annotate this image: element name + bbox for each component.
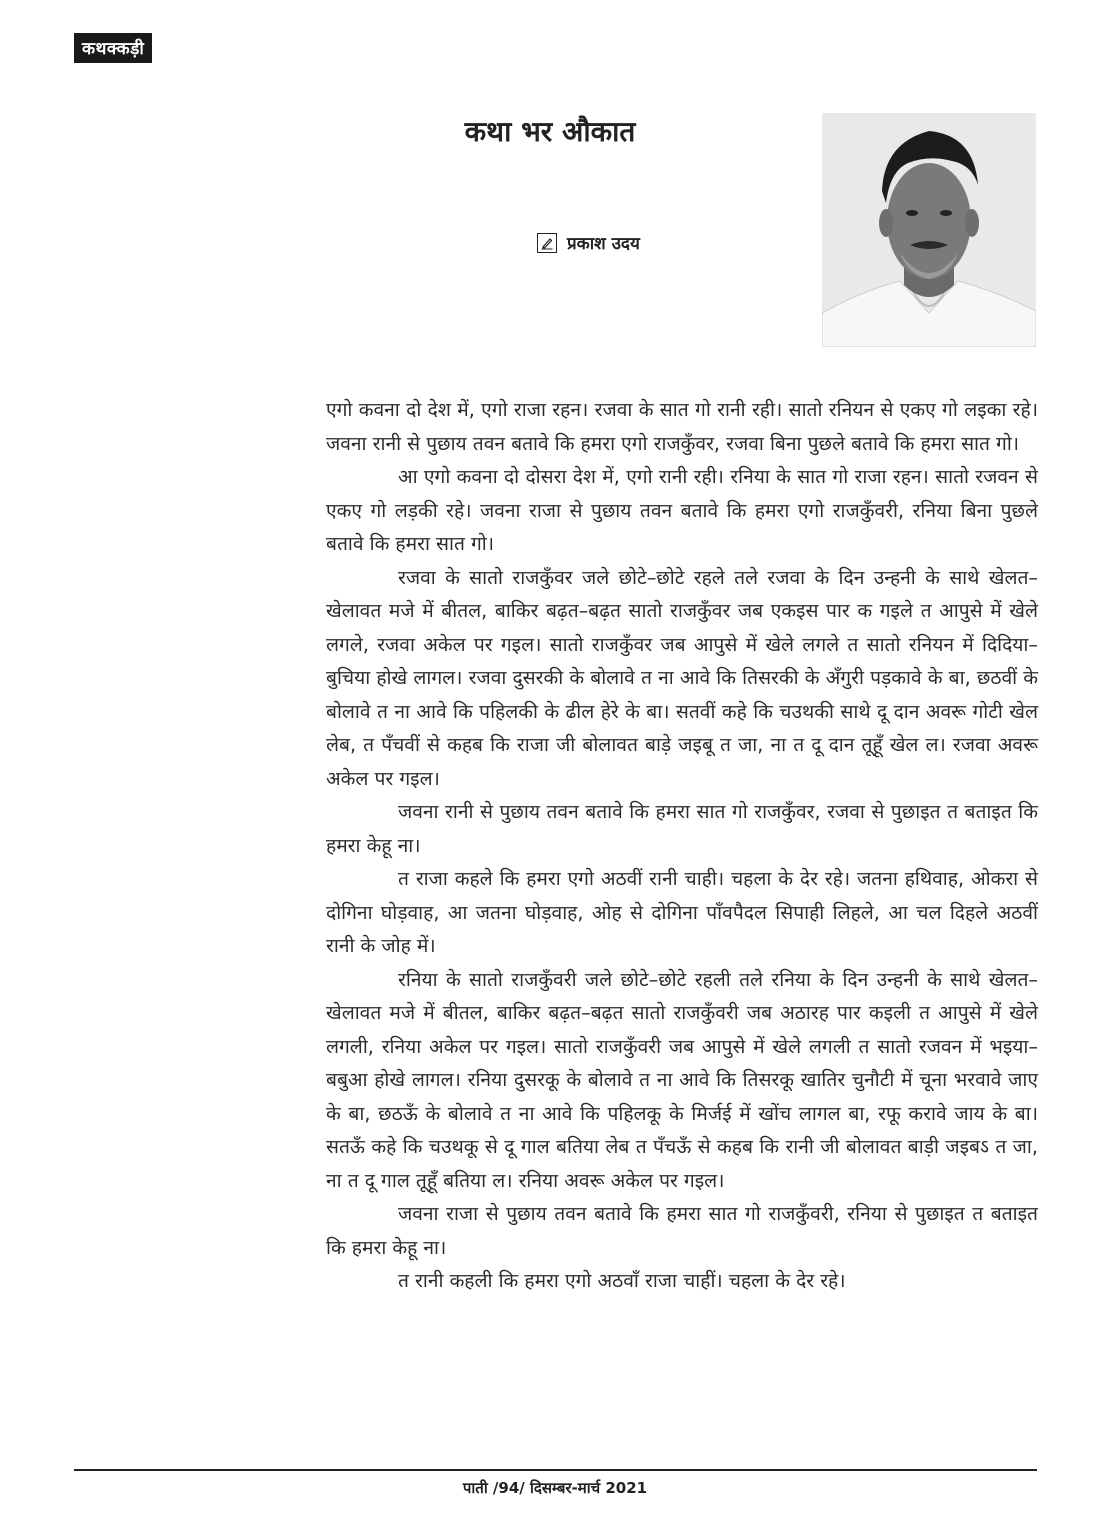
paragraph: त राजा कहले कि हमरा एगो अठवीं रानी चाही। चहला के देर रहे। जतना हथिवाह, ओकरा से दोगिना घोड़वाह, आ जतना घोड़वाह, ओह से दोगिना पाँवपैदल सिपाही लिहले, आ चल दिहले अठवीं रानी के जोह में। (326, 867, 1038, 957)
paragraph: त रानी कहली कि हमरा एगो अठवाँ राजा चाहीं। चहला के देर रहे। (398, 1269, 846, 1292)
article-body (326, 393, 1038, 1298)
paragraph: एगो कवना दो देश में, एगो राजा रहन। रजवा के सात गो रानी रही। सातो रनियन से एकए गो लइका रहे। जवना रानी से पुछाय तवन बतावे कि हमरा एगो राजकुँवर, रजवा बिना पुछले बतावे कि हमरा सात गो। (326, 398, 1038, 455)
paragraph: रजवा के सातो राजकुँवर जले छोटे–छोटे रहले तले रजवा के दिन उन्हनी के साथे खेलत–खेलावत मजे में बीतल, बाकिर बढ़त–बढ़त सातो राजकुँवर जब एकइस पार क गइले त आपुसे में खेले लगले, रजवा अकेल पर गइल। सातो राजकुँवर जब आपुसे में खेले लगले त सातो रनियन में दिदिया–बुचिया होखे लागल। रजवा दुसरकी के बोलावे त ना आवे कि तिसरकी के अँगुरी पड़कावे के बा, छठवीं के बोलावे त ना आवे कि पहिलकी के ढील हेरे के बा। सतवीं कहे कि चउथकी साथे दू दान अवरू गोटी खेल लेब, त पँचवीं से कहब कि राजा जी बोलावत बाड़े जइबू त जा, ना त दू दान तूहूँ खेल ल। रजवा अवरू अकेल पर गइल। (326, 565, 1038, 790)
pen-icon (537, 233, 557, 253)
footer-rule (74, 1469, 1037, 1471)
paragraph: जवना रानी से पुछाय तवन बतावे कि हमरा सात गो राजकुँवर, रजवा से पुछाइत त बताइत कि हमरा केहू ना। (326, 800, 1038, 857)
article-title: कथा भर औकात (464, 115, 636, 148)
section-tag: कथक्कड़ी (74, 33, 152, 63)
author-name: प्रकाश उदय (567, 234, 640, 254)
page-footer: पाती /94/ दिसम्बर-मार्च 2021 (462, 1479, 648, 1497)
byline (537, 231, 640, 254)
paragraph: जवना राजा से पुछाय तवन बतावे कि हमरा सात गो राजकुँवरी, रनिया से पुछाइत त बताइत कि हमरा केहू ना। (326, 1202, 1038, 1259)
paragraph: आ एगो कवना दो दोसरा देश में, एगो रानी रही। रनिया के सात गो राजा रहन। सातो रजवन से एकए गो लड़की रहे। जवना राजा से पुछाय तवन बतावे कि हमरा एगो राजकुँवरी, रनिया बिना पुछले बतावे कि हमरा सात गो। (326, 465, 1038, 555)
author-photo (822, 113, 1036, 347)
paragraph: रनिया के सातो राजकुँवरी जले छोटे–छोटे रहली तले रनिया के दिन उन्हनी के साथे खेलत–खेलावत मजे में बीतल, बाकिर बढ़त–बढ़त सातो राजकुँवरी जब अठारह पार कइली त आपुसे में खेले लगली, रनिया अकेल पर गइल। सातो राजकुँवरी जब आपुसे में खेले लगली त सातो रजवन में भइया–बबुआ होखे लागल। रनिया दुसरकू के बोलावे त ना आवे कि तिसरकू खातिर चुनौटी में चूना भरवावे जाए के बा, छठऊँ के बोलावे त ना आवे कि पहिलकू के मिर्जई में खोंच लागल बा, रफू करावे जाय के बा। सतऊँ कहे कि चउथकू से दू गाल बतिया लेब त पँचऊँ से कहब कि रानी जी बोलावत बाड़ी जइबऽ त जा, ना त दू गाल तूहूँ बतिया ल। रनिया अवरू अकेल पर गइल। (326, 967, 1038, 1192)
